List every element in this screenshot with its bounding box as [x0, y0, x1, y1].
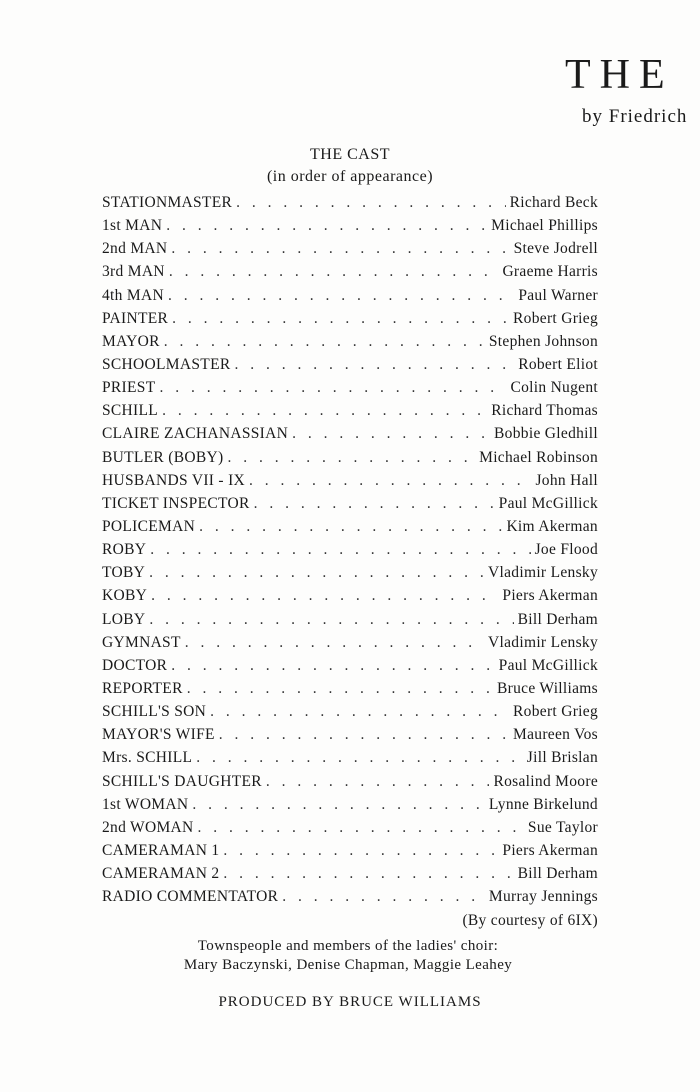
actor-name: Robert Grieg [513, 309, 598, 327]
cast-row [102, 356, 598, 379]
cast-row [102, 611, 598, 634]
townspeople-names: Mary Baczynski, Denise Chapman, Maggie Leahey [183, 957, 513, 973]
role-name: LOBY [102, 610, 146, 628]
author-byline: by Friedrich [582, 106, 688, 127]
cast-row [102, 657, 598, 680]
cast-row [102, 564, 598, 587]
dot-leader [185, 634, 484, 652]
dot-leader [149, 611, 513, 629]
actor-name: Bobbie Gledhill [494, 425, 598, 443]
cast-row [102, 217, 598, 240]
role-name: POLICEMAN [102, 517, 196, 535]
cast-row [102, 703, 598, 726]
role-name: RADIO COMMENTATOR [102, 888, 279, 906]
dot-leader [187, 680, 493, 698]
role-name: TOBY [102, 564, 146, 582]
actor-name: Bill Derham [517, 865, 598, 883]
cast-row [102, 865, 598, 888]
dot-leader [171, 240, 509, 258]
actor-name: John Hall [535, 471, 598, 489]
cast-heading: THE CAST [310, 146, 390, 163]
townspeople-heading: Townspeople and members of the ladies' choir: [197, 938, 499, 954]
actor-name: Maureen Vos [513, 726, 598, 744]
actor-name: Robert Eliot [518, 355, 598, 373]
cast-list [102, 194, 598, 911]
dot-leader [164, 333, 485, 351]
dot-leader [169, 263, 499, 281]
role-name: PAINTER [102, 309, 169, 327]
actor-name: Murray Jennings [488, 888, 598, 906]
cast-row [102, 449, 598, 472]
producer-credit: PRODUCED BY BRUCE WILLIAMS [218, 994, 482, 1010]
actor-name: Jill Brislan [526, 749, 598, 767]
role-name: CAMERAMAN 1 [102, 841, 220, 859]
dot-leader [234, 356, 514, 374]
cast-row [102, 518, 598, 541]
role-name: SCHILL'S SON [102, 703, 207, 721]
role-name: CAMERAMAN 2 [102, 865, 220, 883]
cast-row [102, 749, 598, 772]
actor-name: Rosalind Moore [493, 772, 598, 790]
dot-leader [196, 749, 523, 767]
actor-name: Richard Thomas [491, 402, 598, 420]
actor-name: Richard Beck [509, 194, 598, 211]
dot-leader [227, 449, 475, 467]
dot-leader [198, 819, 524, 837]
courtesy-note: (By courtesy of 6IX) [462, 912, 598, 929]
cast-row [102, 472, 598, 495]
role-name: ROBY [102, 541, 147, 559]
dot-leader [199, 518, 502, 536]
actor-name: Lynne Birkelund [488, 795, 598, 813]
role-name: 3rd MAN [102, 263, 165, 281]
dot-leader [210, 703, 509, 721]
cast-row [102, 888, 598, 911]
role-name: BUTLER (BOBY) [102, 448, 224, 466]
cast-row [102, 726, 598, 749]
actor-name: Kim Akerman [506, 517, 598, 535]
actor-name: Stephen Johnson [488, 332, 598, 350]
play-title: THE [565, 52, 674, 98]
cast-row [102, 402, 598, 425]
dot-leader [159, 379, 506, 397]
role-name: SCHILL'S DAUGHTER [102, 772, 262, 790]
role-name: PRIEST [102, 379, 156, 397]
dot-leader [249, 472, 531, 490]
cast-row [102, 634, 598, 657]
actor-name: Robert Grieg [513, 703, 598, 721]
dot-leader [162, 402, 487, 420]
role-name: MAYOR [102, 332, 160, 350]
cast-row [102, 680, 598, 703]
dot-leader [223, 842, 498, 860]
dot-leader [236, 194, 505, 212]
role-name: 1st MAN [102, 217, 163, 235]
cast-row [102, 333, 598, 356]
cast-row [102, 379, 598, 402]
role-name: 4th MAN [102, 286, 164, 304]
dot-leader [219, 726, 509, 744]
role-name: SCHILL [102, 402, 159, 420]
dot-leader [172, 310, 509, 328]
role-name: 2nd MAN [102, 240, 168, 258]
cast-row [102, 263, 598, 286]
dot-leader [168, 287, 514, 305]
role-name: GYMNAST [102, 633, 181, 651]
dot-leader [151, 587, 498, 605]
cast-row [102, 194, 598, 217]
cast-row [102, 842, 598, 865]
role-name: STATIONMASTER [102, 194, 233, 211]
dot-leader [150, 541, 530, 559]
dot-leader [223, 865, 513, 883]
actor-name: Vladimir Lensky [488, 633, 598, 651]
cast-row [102, 495, 598, 518]
role-name: DOCTOR [102, 656, 168, 674]
dot-leader [254, 495, 495, 513]
role-name: 2nd WOMAN [102, 818, 194, 836]
actor-name: Michael Robinson [479, 448, 598, 466]
actor-name: Bill Derham [517, 610, 598, 628]
actor-name: Paul McGillick [498, 494, 598, 512]
role-name: SCHOOLMASTER [102, 355, 231, 373]
role-name: TICKET INSPECTOR [102, 494, 250, 512]
cast-row [102, 541, 598, 564]
dot-leader [282, 888, 485, 906]
actor-name: Steve Jodrell [513, 240, 598, 258]
role-name: CLAIRE ZACHANASSIAN [102, 425, 289, 443]
dot-leader [266, 773, 490, 791]
cast-subheading: (in order of appearance) [266, 168, 434, 185]
actor-name: Bruce Williams [496, 679, 598, 697]
actor-name: Sue Taylor [527, 818, 598, 836]
actor-name: Paul McGillick [498, 656, 598, 674]
role-name: REPORTER [102, 679, 183, 697]
cast-row [102, 425, 598, 448]
role-name: KOBY [102, 587, 148, 605]
cast-row [102, 240, 598, 263]
cast-row [102, 796, 598, 819]
cast-row [102, 587, 598, 610]
cast-row [102, 310, 598, 333]
actor-name: Piers Akerman [502, 587, 598, 605]
actor-name: Piers Akerman [502, 841, 598, 859]
role-name: HUSBANDS VII - IX [102, 471, 246, 489]
role-name: MAYOR'S WIFE [102, 726, 215, 744]
dot-leader [292, 425, 490, 443]
dot-leader [166, 217, 487, 235]
dot-leader [192, 796, 484, 814]
actor-name: Michael Phillips [491, 217, 598, 235]
cast-row [102, 287, 598, 310]
actor-name: Colin Nugent [510, 379, 598, 397]
actor-name: Paul Warner [518, 286, 598, 304]
dot-leader [171, 657, 494, 675]
cast-row [102, 819, 598, 842]
actor-name: Joe Flood [534, 541, 598, 559]
cast-row [102, 773, 598, 796]
role-name: Mrs. SCHILL [102, 749, 193, 767]
dot-leader [149, 564, 484, 582]
role-name: 1st WOMAN [102, 795, 189, 813]
actor-name: Vladimir Lensky [488, 564, 598, 582]
actor-name: Graeme Harris [502, 263, 598, 281]
